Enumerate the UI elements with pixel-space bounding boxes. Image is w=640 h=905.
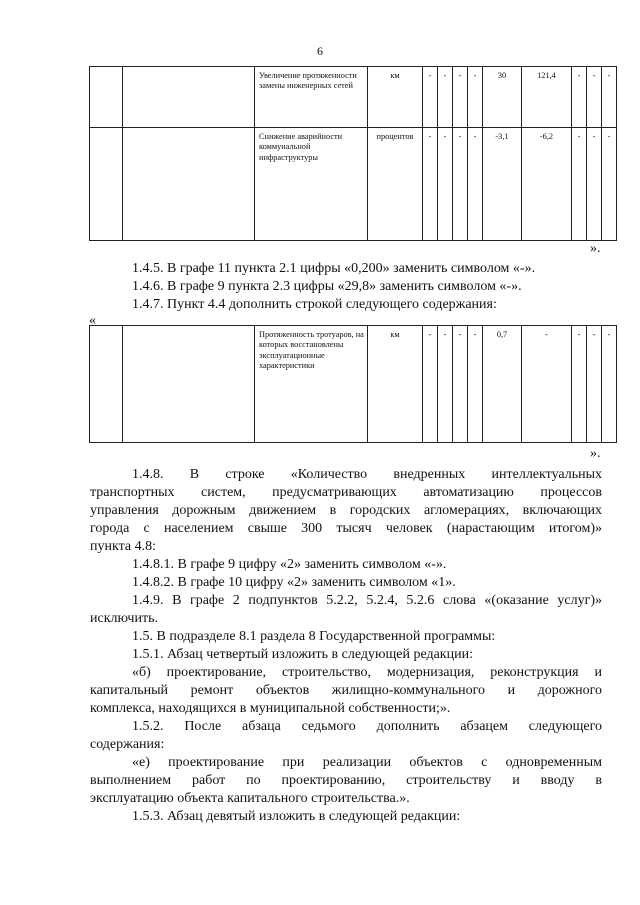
indicator-table-1: [89, 66, 617, 241]
closing-quote: ».: [590, 241, 601, 256]
paragraph-1-4-8-1: 1.4.8.1. В графе 9 цифру «2» заменить символом «-».: [132, 557, 447, 572]
paragraph-1-4-8-line: транспортных систем, предусматривающих автоматизацию процессов: [90, 485, 602, 500]
table-cell: [90, 326, 123, 443]
paragraph-1-5: 1.5. В подразделе 8.1 раздела 8 Государственной программы:: [132, 629, 496, 644]
paragraph-1-4-8-line: города с населением свыше 300 тысяч человек (нарастающим итогом)»: [90, 521, 602, 536]
paragraph-1-5-2-line: содержания:: [90, 737, 165, 752]
table-cell: [90, 128, 123, 241]
table-cell: [123, 326, 255, 443]
indicator-table-2: [89, 325, 617, 443]
paragraph-1-4-9-line: 1.4.9. В графе 2 подпунктов 5.2.2, 5.2.4, 5.2.6 слова «(оказание услуг)»: [132, 593, 602, 608]
table-cell: -: [438, 326, 453, 443]
table-cell: -: [423, 67, 438, 128]
table-cell: -: [572, 67, 587, 128]
table-cell: -: [453, 128, 468, 241]
closing-quote: ».: [590, 446, 601, 461]
table-cell: -: [587, 128, 602, 241]
paragraph-1-4-8-line: управления дорожным движением в городских агломерациях, включающих: [90, 503, 602, 518]
table-cell: -: [423, 128, 438, 241]
indicator-name: Увеличение протяженности замены инженерных сетей: [255, 67, 368, 128]
indicator-name: Снижение аварийности коммунальной инфраструктуры: [255, 128, 368, 241]
quoted-paragraph-e-line: эксплуатацию объекта капитального строительства.».: [90, 791, 410, 806]
page-number: 6: [317, 44, 323, 58]
table-cell: -: [468, 67, 483, 128]
paragraph-1-4-7: 1.4.7. Пункт 4.4 дополнить строкой следующего содержания:: [132, 297, 497, 312]
quoted-paragraph-b-line: комплекса, находящихся в муниципальной собственности;».: [90, 701, 451, 716]
table-cell: -: [602, 128, 617, 241]
table-cell: 0,7: [483, 326, 522, 443]
quoted-paragraph-e-line: выполнением работ по проектированию, строительству и вводу в: [90, 773, 602, 788]
table-cell: 121,4: [522, 67, 572, 128]
table-cell: -: [438, 128, 453, 241]
quoted-paragraph-b-line: «б) проектирование, строительство, модернизация, реконструкция и: [132, 665, 602, 680]
table-cell: -: [587, 326, 602, 443]
table-cell: -: [468, 128, 483, 241]
table-row: [90, 326, 617, 443]
paragraph-1-5-1: 1.5.1. Абзац четвертый изложить в следующей редакции:: [132, 647, 473, 662]
table-row: [90, 128, 617, 241]
table-cell: -: [423, 326, 438, 443]
paragraph-1-4-5: 1.4.5. В графе 11 пункта 2.1 цифры «0,200» заменить символом «-».: [132, 261, 536, 276]
table-cell: [90, 67, 123, 128]
table-cell: -: [438, 67, 453, 128]
table-cell: 30: [483, 67, 522, 128]
table-cell: -: [522, 326, 572, 443]
opening-quote: «: [89, 313, 96, 328]
paragraph-1-5-2-line: 1.5.2. После абзаца седьмого дополнить абзацем следующего: [132, 719, 602, 734]
indicator-name: Протяженность тротуаров, на которых восстановлены эксплуатационные характеристики: [255, 326, 368, 443]
paragraph-1-4-8-2: 1.4.8.2. В графе 10 цифру «2» заменить символом «1».: [132, 575, 456, 590]
unit-cell: км: [368, 67, 423, 128]
table-cell: -: [468, 326, 483, 443]
quoted-paragraph-b-line: капитальный ремонт объектов жилищно-коммунального и дорожного: [90, 683, 602, 698]
paragraph-1-4-8-line: 1.4.8. В строке «Количество внедренных интеллектуальных: [132, 467, 602, 482]
table-cell: -: [453, 326, 468, 443]
unit-cell: процентов: [368, 128, 423, 241]
table-cell: -: [587, 67, 602, 128]
paragraph-1-4-6: 1.4.6. В графе 9 пункта 2.3 цифры «29,8» заменить символом «-».: [132, 279, 522, 294]
table-cell: [123, 128, 255, 241]
table-cell: [123, 67, 255, 128]
table-cell: -6,2: [522, 128, 572, 241]
table-cell: -: [572, 326, 587, 443]
table-row: [90, 67, 617, 128]
paragraph-1-4-8-line: пункта 4.8:: [90, 539, 156, 554]
table-cell: -: [602, 326, 617, 443]
paragraph-1-5-3: 1.5.3. Абзац девятый изложить в следующей редакции:: [132, 809, 461, 824]
table-cell: -3,1: [483, 128, 522, 241]
table-cell: -: [602, 67, 617, 128]
table-cell: -: [572, 128, 587, 241]
table-cell: -: [453, 67, 468, 128]
unit-cell: км: [368, 326, 423, 443]
paragraph-1-4-9-line: исключить.: [90, 611, 158, 626]
quoted-paragraph-e-line: «е) проектирование при реализации объектов с одновременным: [132, 755, 602, 770]
